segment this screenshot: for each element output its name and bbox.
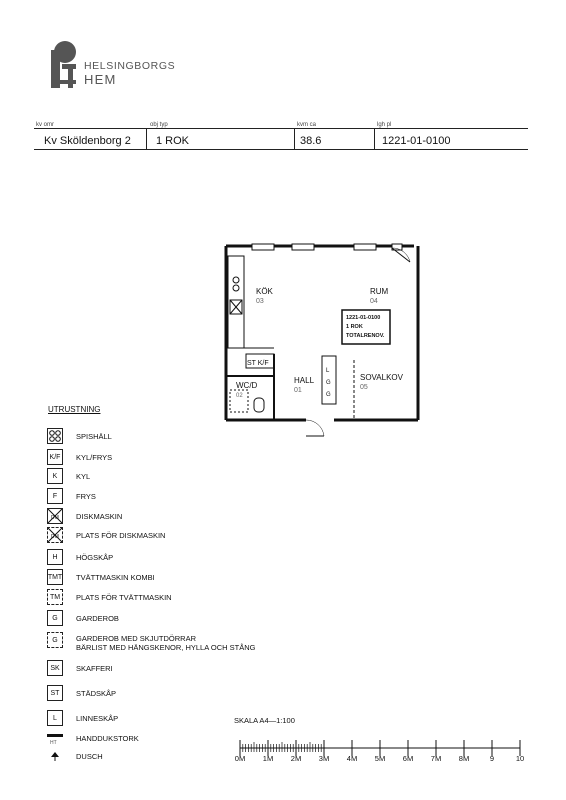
legend-item — [47, 428, 307, 446]
scale-tick-label: 0M — [234, 754, 246, 763]
pantry-icon: SK — [47, 660, 63, 676]
legend-item-label: SPISHÄLL — [76, 432, 112, 441]
header-label-apartment: lgh pl — [377, 122, 392, 128]
washer-dryer-icon: TMT — [47, 569, 63, 585]
room-number-wc: 02 — [236, 393, 243, 399]
header-separator — [146, 128, 147, 149]
header-separator — [374, 128, 375, 149]
legend-item-label: PLATS FÖR TVÄTTMASKIN — [76, 593, 172, 602]
legend-item-label: LINNESKÅP — [76, 714, 119, 723]
logo-line-1: HELSINGBORGS — [84, 60, 176, 72]
svg-text:HT: HT — [50, 740, 57, 746]
header-label-type: obj typ — [150, 122, 168, 128]
scale-tick-label: 4M — [346, 754, 358, 763]
dishwasher-space-icon — [47, 527, 63, 543]
freezer-icon: F — [47, 488, 63, 504]
legend-item — [47, 685, 307, 703]
stove-icon — [47, 428, 63, 444]
cleaning-cabinet-icon: ST — [47, 685, 63, 701]
legend-item-label: GARDEROB — [76, 614, 119, 623]
legend-item — [47, 488, 307, 506]
room-number-kok: 03 — [256, 298, 264, 305]
scale-caption: SKALA A4—1:100 — [234, 716, 295, 725]
header-top-rule — [34, 128, 528, 129]
plan-label-line-1: 1221-01-0100 — [346, 315, 381, 321]
wardrobe-icon: G — [47, 610, 63, 626]
plan-symbol-g2: G — [326, 392, 331, 398]
legend-item — [47, 632, 307, 650]
header-value-apartment: 1221-01-0100 — [382, 135, 451, 147]
header-value-size: 38.6 — [300, 135, 322, 147]
legend-item — [47, 610, 307, 628]
scale-tick-label: 10 — [515, 754, 525, 763]
room-name-rum: RUM — [370, 287, 389, 296]
legend-item-label: HANDDUKSTORK — [76, 734, 139, 743]
floor-plan-drawing — [214, 240, 438, 440]
scale-tick-label: 2M — [290, 754, 302, 763]
scale-tick-label: 3M — [318, 754, 330, 763]
legend-item-label: KYL — [76, 472, 91, 481]
logo-line-2: HEM — [84, 72, 117, 87]
logo-mark-icon — [48, 40, 82, 90]
scale-bar — [228, 716, 528, 766]
scale-tick-label: 6M — [402, 754, 414, 763]
legend-item-label: HÖGSKÅP — [76, 553, 114, 562]
legend-item — [47, 589, 307, 607]
legend-item — [47, 468, 307, 486]
legend-item-label: SKAFFERI — [76, 664, 113, 673]
sliding-wardrobe-icon: G — [47, 632, 63, 648]
header-value-area: Kv Sköldenborg 2 — [44, 135, 131, 147]
legend-item-label: STÄDSKÅP — [76, 689, 117, 698]
room-name-kok: KÖK — [256, 287, 273, 296]
scale-tick-label: 7M — [430, 754, 442, 763]
scale-tick-label: 8M — [458, 754, 470, 763]
scale-tick-label: 5M — [374, 754, 386, 763]
company-logo — [48, 40, 188, 90]
plan-label-line-3: TOTALRENOV. — [346, 333, 385, 339]
svg-text:DM: DM — [51, 534, 59, 540]
room-number-hall: 01 — [294, 387, 302, 394]
legend-item-label: FRYS — [76, 492, 96, 501]
washer-space-icon: TM — [47, 589, 63, 605]
tall-cabinet-icon: H — [47, 549, 63, 565]
legend-item-label: TVÄTTMASKIN KOMBI — [76, 573, 155, 582]
floor-plan — [214, 240, 438, 440]
towel-dryer-icon — [47, 730, 63, 746]
legend-item-label: PLATS FÖR DISKMASKIN — [76, 531, 166, 540]
legend-item — [47, 527, 307, 545]
plan-symbol-stkf: ST K/F — [247, 360, 269, 367]
header-label-size: kvm ca — [297, 122, 317, 128]
room-name-wc: WC/D — [236, 381, 258, 390]
header-label-area: kv omr — [36, 122, 54, 128]
legend-item — [47, 549, 307, 567]
dishwasher-icon — [47, 508, 63, 524]
legend-item-label: DUSCH — [76, 752, 103, 761]
fridge-icon: K — [47, 468, 63, 484]
room-name-sovalkov: SOVALKOV — [360, 373, 403, 382]
legend-item-label: KYL/FRYS — [76, 453, 113, 462]
plan-symbol-l: L — [326, 368, 330, 374]
room-name-hall: HALL — [294, 376, 315, 385]
legend-item-label: GARDEROB MED SKJUTDÖRRAR BÄRLIST MED HÄNGSKENOR, HYLLA OCH STÅNG — [76, 634, 256, 652]
legend-item-label: DISKMASKIN — [76, 512, 123, 521]
scale-tick-label: 9 — [489, 754, 495, 763]
scale-tick-label: 1M — [262, 754, 274, 763]
legend-item — [47, 569, 307, 587]
legend-title: UTRUSTNING — [48, 405, 101, 414]
header-value-type: 1 ROK — [156, 135, 190, 147]
plan-label-line-2: 1 ROK — [346, 324, 363, 330]
legend-item — [47, 449, 307, 467]
legend-item — [47, 660, 307, 678]
svg-text:DM: DM — [51, 515, 59, 521]
header-bottom-rule — [34, 149, 528, 150]
shower-icon — [47, 748, 63, 764]
legend-item — [47, 508, 307, 526]
room-number-sovalkov: 05 — [360, 384, 368, 391]
room-number-rum: 04 — [370, 298, 378, 305]
header-separator — [294, 128, 295, 149]
object-header-table — [34, 121, 528, 157]
plan-symbol-g1: G — [326, 380, 331, 386]
fridge-freezer-icon: K/F — [47, 449, 63, 465]
linen-cabinet-icon: L — [47, 710, 63, 726]
